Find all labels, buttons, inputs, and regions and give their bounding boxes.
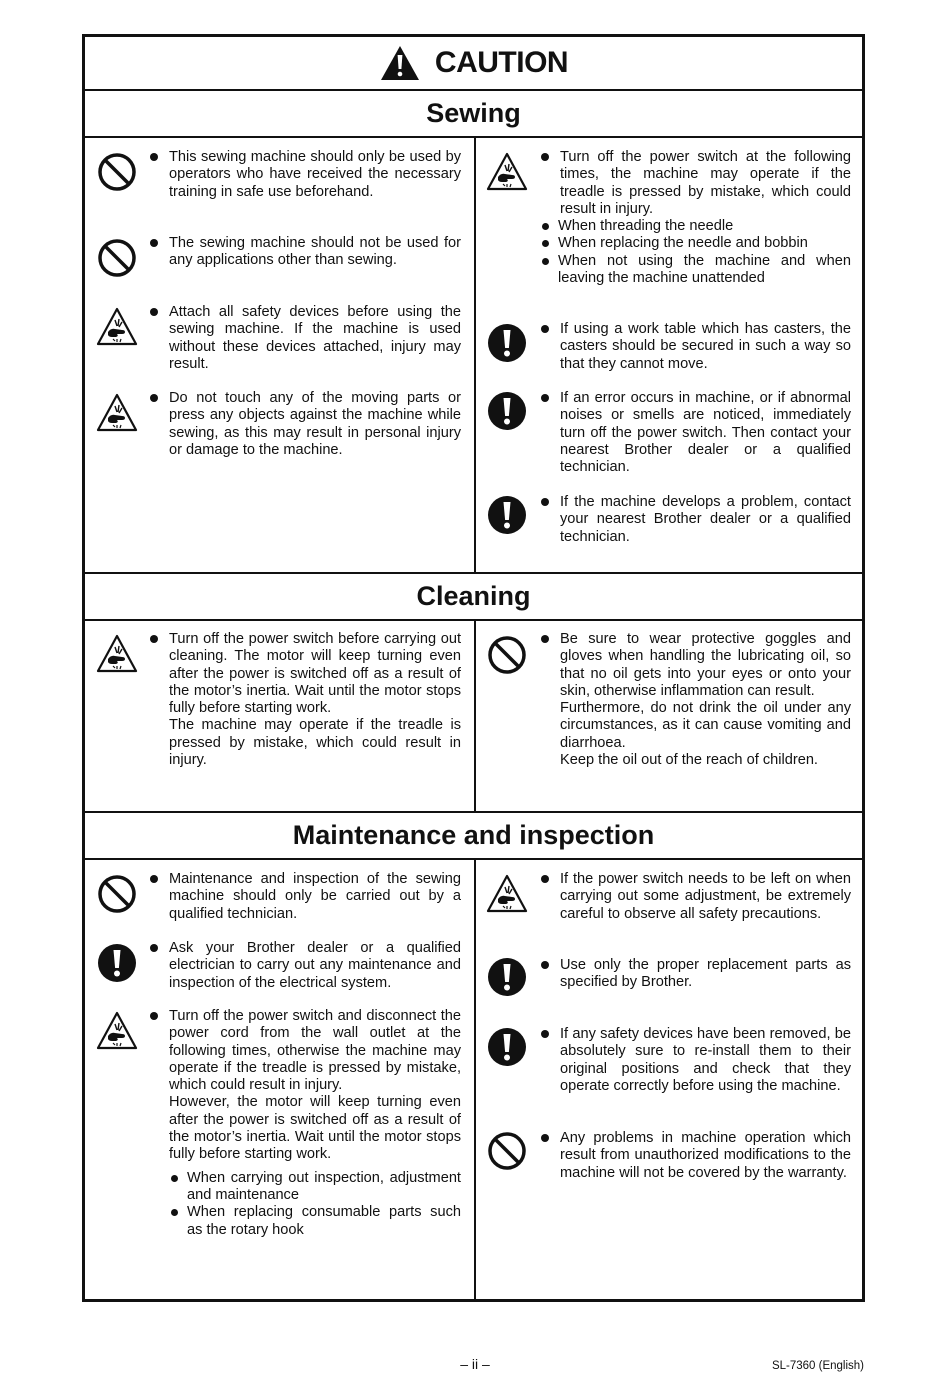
item-text: Any problems in machine operation which result from unauthorized modifications to the machine will not be covered by the warranty. bbox=[538, 1130, 851, 1182]
section-heading: Sewing bbox=[426, 98, 521, 128]
list-item bbox=[147, 390, 461, 459]
item-text: Maintenance and inspection of the sewing machine should only be carried out by a qualified technician. bbox=[147, 871, 461, 923]
sub-item-text: When replacing consumable parts such as the rotary hook bbox=[167, 1204, 461, 1239]
section-title-sewing bbox=[85, 91, 862, 138]
list-item bbox=[538, 1026, 851, 1095]
hand-injury-warning-icon bbox=[95, 632, 139, 676]
hand-injury-warning-icon bbox=[485, 872, 529, 916]
item-text: If any safety devices have been removed, be absolutely sure to re-install them to their original positions and check that they operate correctly before using the machine. bbox=[538, 1026, 851, 1095]
mandatory-exclamation-icon bbox=[485, 955, 529, 999]
caution-frame bbox=[82, 34, 865, 1302]
item-text: The machine may operate if the treadle is pressed by mistake, which could result in injury. bbox=[169, 717, 461, 769]
list-item bbox=[147, 631, 461, 769]
list-item bbox=[147, 235, 461, 270]
item-text: Turn off the power switch at the following times, the machine may operate if the treadle is pressed by mistake, which could result in injury. bbox=[538, 149, 851, 218]
section-title-maintenance bbox=[85, 813, 862, 860]
item-text: Use only the proper replacement parts as specified by Brother. bbox=[538, 957, 851, 992]
list-item bbox=[147, 871, 461, 923]
item-text: If the power switch needs to be left on when carrying out some adjustment, be extremely careful to observe all safety precautions. bbox=[538, 871, 851, 923]
list-item bbox=[147, 149, 461, 201]
sub-item-text: When carrying out inspection, adjustment and maintenance bbox=[167, 1170, 461, 1205]
item-text: This sewing machine should only be used by operators who have received the necessary training in safe use beforehand. bbox=[147, 149, 461, 201]
hand-injury-warning-icon bbox=[95, 1009, 139, 1053]
list-item bbox=[538, 871, 851, 923]
mandatory-exclamation-icon bbox=[485, 1025, 529, 1069]
hand-injury-warning-icon bbox=[95, 305, 139, 349]
item-text: Attach all safety devices before using the sewing machine. If the machine is used without these devices attached, injury may result. bbox=[147, 304, 461, 373]
column-divider bbox=[474, 860, 476, 1299]
warning-triangle-icon bbox=[379, 44, 421, 82]
caution-header bbox=[85, 37, 862, 91]
section-heading: Maintenance and inspection bbox=[292, 820, 655, 850]
mandatory-exclamation-icon bbox=[95, 941, 139, 985]
list-item bbox=[147, 304, 461, 373]
list-item bbox=[538, 390, 851, 476]
item-text: The sewing machine should not be used for any applications other than sewing. bbox=[147, 235, 461, 270]
sub-item-text: When threading the needle bbox=[538, 218, 851, 235]
column-divider bbox=[474, 138, 476, 572]
mandatory-exclamation-icon bbox=[485, 493, 529, 537]
list-item bbox=[538, 957, 851, 992]
sub-item-text: When replacing the needle and bobbin bbox=[538, 235, 851, 252]
column-divider bbox=[474, 621, 476, 811]
sub-item-text: When not using the machine and when leaving the machine unattended bbox=[538, 253, 851, 288]
item-text: If an error occurs in machine, or if abnormal noises or smells are noticed, immediately turn off the power switch. Then contact your nearest Brother dealer or a qualified technician. bbox=[538, 390, 851, 476]
item-text: If using a work table which has casters, the casters should be secured in such a way so that they cannot move. bbox=[538, 321, 851, 373]
item-text: Do not touch any of the moving parts or press any objects against the machine while sewing, as this may result in personal injury or damage to the machine. bbox=[147, 390, 461, 459]
prohibition-icon bbox=[95, 150, 139, 194]
page-number: – ii – bbox=[460, 1356, 490, 1372]
list-item bbox=[147, 940, 461, 992]
item-text: Be sure to wear protective goggles and gloves when handling the lubricating oil, so that no oil gets into your eyes or onto your skin, otherwise inflammation can result. bbox=[538, 631, 851, 700]
item-text: If the machine develops a problem, contact your nearest Brother dealer or a qualified technician. bbox=[538, 494, 851, 546]
model-label: SL-7360 (English) bbox=[771, 1360, 864, 1372]
list-item bbox=[538, 321, 851, 373]
hand-injury-warning-icon bbox=[95, 391, 139, 435]
list-item bbox=[538, 149, 851, 287]
prohibition-icon bbox=[95, 872, 139, 916]
prohibition-icon bbox=[485, 633, 529, 677]
list-item bbox=[147, 1008, 461, 1239]
item-text: However, the motor will keep turning even after the power is switched off as a result of the motor’s inertia. Wait until the motor stops fully before starting work. bbox=[169, 1094, 461, 1163]
item-text: Turn off the power switch and disconnect the power cord from the wall outlet at the following times, otherwise the machine may operate if the treadle is pressed by mistake, which could result in injury. bbox=[147, 1008, 461, 1094]
item-text: Keep the oil out of the reach of children. bbox=[560, 752, 818, 769]
list-item bbox=[538, 494, 851, 546]
prohibition-icon bbox=[95, 236, 139, 280]
caution-title: CAUTION bbox=[434, 46, 569, 79]
item-text: Ask your Brother dealer or a qualified electrician to carry out any maintenance and inspection of the electrical system. bbox=[147, 940, 461, 992]
list-item bbox=[538, 631, 851, 769]
mandatory-exclamation-icon bbox=[485, 389, 529, 433]
item-text: Turn off the power switch before carrying out cleaning. The motor will keep turning even after the power is switched off as a result of the motor’s inertia. Wait until the motor stops fully before starting work. bbox=[147, 631, 461, 717]
list-item bbox=[538, 1130, 851, 1182]
mandatory-exclamation-icon bbox=[485, 321, 529, 365]
section-title-cleaning bbox=[85, 574, 862, 621]
item-text: Furthermore, do not drink the oil under any circumstances, as it can cause vomiting and diarrhoea. bbox=[560, 700, 851, 751]
section-heading: Cleaning bbox=[416, 581, 531, 611]
prohibition-icon bbox=[485, 1129, 529, 1173]
hand-injury-warning-icon bbox=[485, 150, 529, 194]
